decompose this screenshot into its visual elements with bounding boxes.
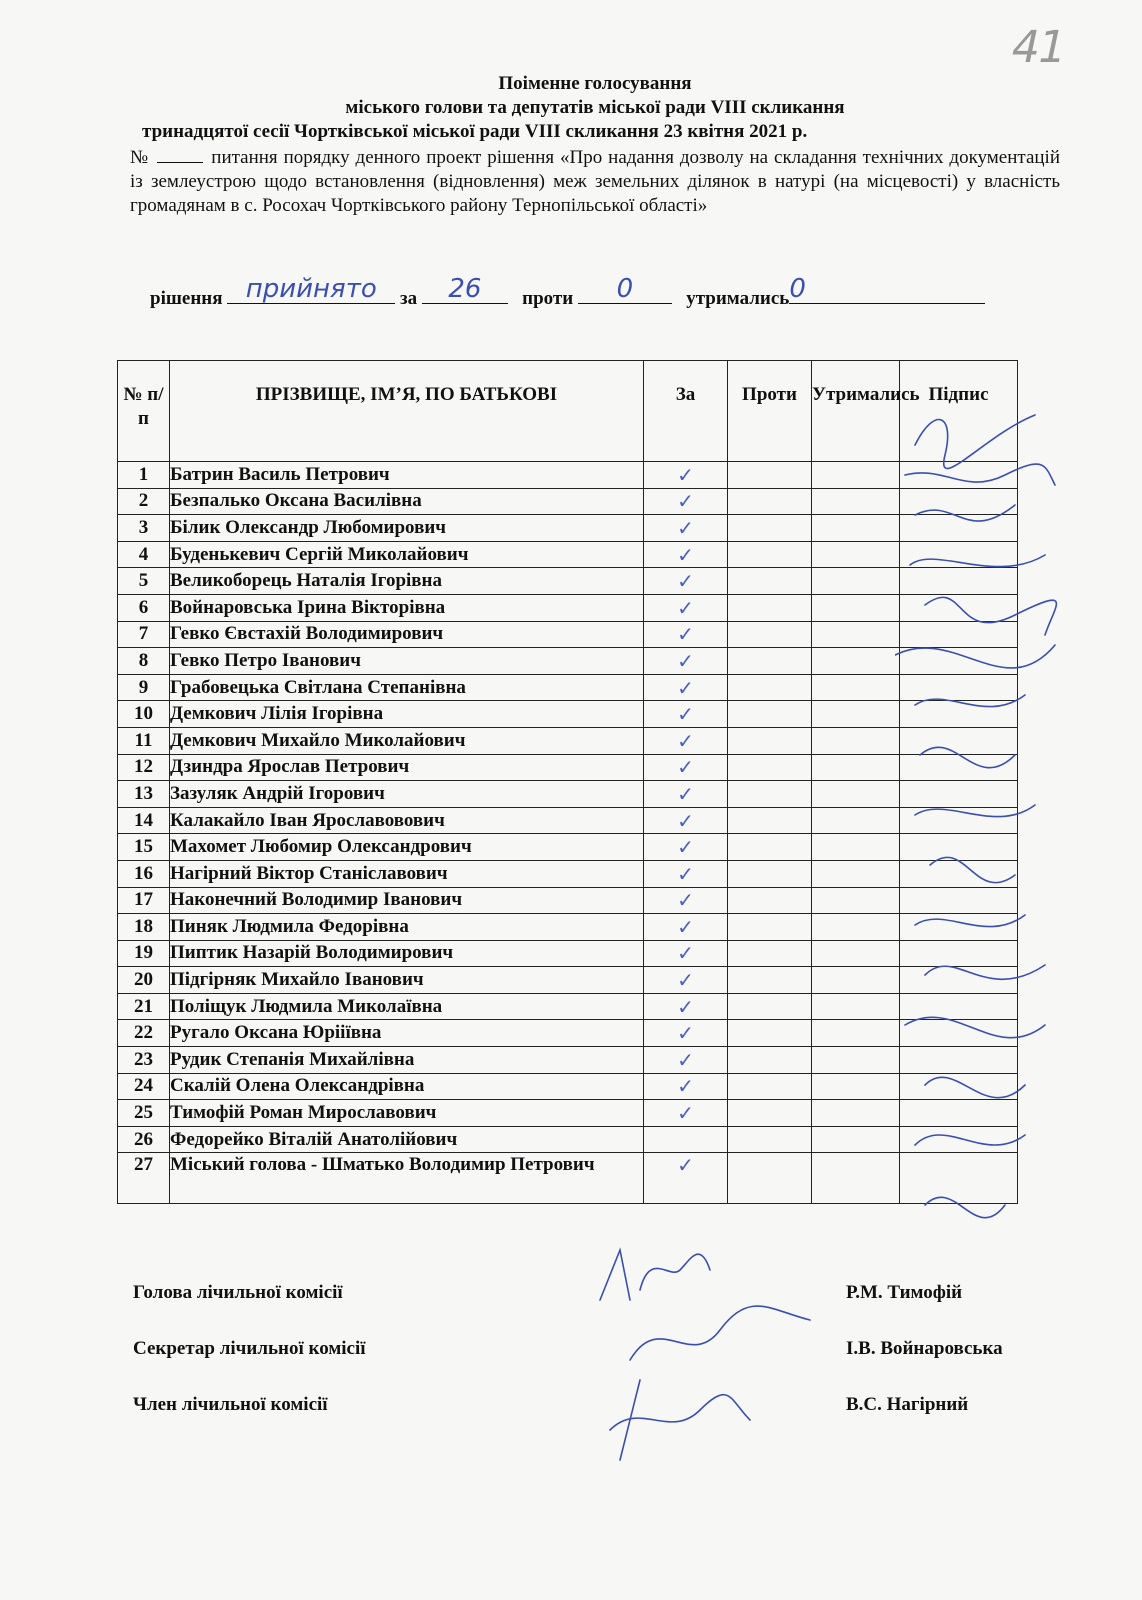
row-vote-for [644,1126,728,1153]
row-vote-for: ✓ [644,515,728,542]
abstained-label: утримались [686,288,790,309]
row-name: Войнаровська Ірина Вікторівна [170,594,644,621]
table-row [118,1126,1018,1153]
row-vote-for: ✓ [644,621,728,648]
row-number: 10 [118,701,170,728]
page-number: 41 [1006,22,1070,73]
header-abstained: Утримались [812,361,900,462]
row-vote-against [728,860,812,887]
row-name: Нагірний Віктор Станіславович [170,860,644,887]
row-vote-for: ✓ [644,860,728,887]
row-vote-for: ✓ [644,1153,728,1204]
row-vote-for: ✓ [644,674,728,701]
row-vote-against [728,887,812,914]
commission-name: Р.М. Тимофій [846,1282,963,1303]
row-vote-against [728,967,812,994]
table-row [118,674,1018,701]
row-signature [900,594,1018,621]
row-vote-for: ✓ [644,807,728,834]
row-vote-against [728,488,812,515]
against-blank [578,274,672,304]
row-vote-abstained [812,1126,900,1153]
row-signature [900,568,1018,595]
row-vote-abstained [812,701,900,728]
row-vote-against [728,674,812,701]
for-label: за [400,288,418,309]
header-line-2: міського голови та депутатів міської ради VIII скликання [345,97,845,118]
row-vote-against [728,834,812,861]
row-signature [900,754,1018,781]
row-number: 4 [118,541,170,568]
table-row [118,1073,1018,1100]
row-vote-abstained [812,914,900,941]
row-vote-abstained [812,621,900,648]
abstained-handwritten: 0 [789,274,806,304]
table-row [118,1047,1018,1074]
decision-label: рішення [150,288,223,309]
table-row [118,568,1018,595]
table-row [118,515,1018,542]
table-row [118,621,1018,648]
row-vote-against [728,648,812,675]
row-name: Буденькевич Сергій Миколайович [170,541,644,568]
row-vote-against [728,914,812,941]
row-signature [900,1100,1018,1127]
table-row [118,754,1018,781]
table-row [118,807,1018,834]
row-vote-against [728,621,812,648]
row-vote-abstained [812,488,900,515]
agenda-number-sign: № [130,147,150,168]
decision-blank [227,274,395,304]
row-name: Рудик Степанія Михайлівна [170,1047,644,1074]
table-row [118,488,1018,515]
commission-role: Голова лічильної комісії [133,1282,343,1303]
header-name: ПРІЗВИЩЕ, ІМ’Я, ПО БАТЬКОВІ [170,361,644,462]
row-number: 27 [118,1153,170,1204]
row-vote-for: ✓ [644,701,728,728]
table-row [118,993,1018,1020]
row-vote-against [728,541,812,568]
table-row [118,1100,1018,1127]
row-vote-abstained [812,887,900,914]
row-vote-for: ✓ [644,967,728,994]
row-name: Дзиндра Ярослав Петрович [170,754,644,781]
row-vote-against [728,515,812,542]
commission-row [133,1282,1053,1338]
header-line-3: тринадцятої сесії Чортківської міської ради VIII скликання 23 квітня 2021 р. [142,121,808,142]
row-signature [900,488,1018,515]
row-vote-against [728,1126,812,1153]
row-name: Махомет Любомир Олександрович [170,834,644,861]
row-vote-for: ✓ [644,993,728,1020]
table-header-row [118,361,1018,462]
row-number: 5 [118,568,170,595]
row-name: Безпалько Оксана Василівна [170,488,644,515]
row-number: 15 [118,834,170,861]
row-vote-abstained [812,674,900,701]
row-vote-against [728,1073,812,1100]
row-signature [900,834,1018,861]
table-row [118,940,1018,967]
row-vote-for: ✓ [644,1100,728,1127]
row-vote-abstained [812,1153,900,1204]
row-number: 8 [118,648,170,675]
row-vote-for: ✓ [644,781,728,808]
row-vote-against [728,568,812,595]
row-vote-for: ✓ [644,648,728,675]
row-name: Демкович Михайло Миколайович [170,727,644,754]
row-vote-abstained [812,594,900,621]
row-signature [900,1153,1018,1204]
row-name: Гевко Петро Іванович [170,648,644,675]
row-signature [900,993,1018,1020]
row-number: 19 [118,940,170,967]
row-vote-for: ✓ [644,462,728,489]
row-number: 20 [118,967,170,994]
row-number: 6 [118,594,170,621]
row-signature [900,462,1018,489]
for-handwritten: 26 [448,274,482,304]
row-vote-abstained [812,807,900,834]
row-signature [900,701,1018,728]
header-against: Проти [728,361,812,462]
row-name: Зазуляк Андрій Ігорович [170,781,644,808]
agenda-item [130,146,1060,218]
row-signature [900,1073,1018,1100]
row-name: Демкович Лілія Ігорівна [170,701,644,728]
commission-name: І.В. Войнаровська [846,1338,1003,1359]
row-vote-for: ✓ [644,1047,728,1074]
row-signature [900,541,1018,568]
row-number: 16 [118,860,170,887]
table-row [118,781,1018,808]
row-number: 13 [118,781,170,808]
row-name: Міський голова - Шматько Володимир Петрович [170,1153,644,1204]
decision-handwritten: прийнято [245,274,377,304]
table-row [118,462,1018,489]
row-signature [900,967,1018,994]
row-vote-against [728,1020,812,1047]
row-vote-abstained [812,568,900,595]
row-vote-abstained [812,860,900,887]
counting-commission [133,1282,1053,1450]
table-row [118,1020,1018,1047]
row-signature [900,914,1018,941]
agenda-text: питання порядку денного проект рішення «Про надання дозволу на складання технічних документацій із землеустрою щодо встановлення (відновлення) меж земельних ділянок в натурі (на місцевості) у власність громадянам в с. Росохач Чортківського району Тернопільської області» [130,147,1060,216]
row-signature [900,1047,1018,1074]
commission-name: В.С. Нагірний [846,1394,969,1415]
row-signature [900,781,1018,808]
header-for: За [644,361,728,462]
row-name: Великоборець Наталія Ігорівна [170,568,644,595]
row-signature [900,887,1018,914]
row-number: 18 [118,914,170,941]
row-vote-abstained [812,940,900,967]
row-number: 2 [118,488,170,515]
header-num: № п/п [118,361,170,462]
row-number: 23 [118,1047,170,1074]
table-row [118,701,1018,728]
row-name: Пиняк Людмила Федорівна [170,914,644,941]
row-vote-abstained [812,541,900,568]
row-number: 12 [118,754,170,781]
row-vote-against [728,1047,812,1074]
row-vote-against [728,1100,812,1127]
row-vote-against [728,754,812,781]
against-label: проти [522,288,574,309]
roll-call-table [117,360,1018,1204]
row-vote-for: ✓ [644,940,728,967]
row-vote-abstained [812,781,900,808]
row-name: Ругало Оксана Юрііївна [170,1020,644,1047]
row-number: 24 [118,1073,170,1100]
row-number: 26 [118,1126,170,1153]
row-number: 21 [118,993,170,1020]
row-signature [900,860,1018,887]
row-signature [900,940,1018,967]
row-signature [900,648,1018,675]
row-vote-abstained [812,515,900,542]
abstained-blank [789,274,985,304]
row-signature [900,807,1018,834]
row-name: Тимофій Роман Мирославович [170,1100,644,1127]
row-signature [900,727,1018,754]
table-row [118,1153,1018,1204]
row-number: 22 [118,1020,170,1047]
row-name: Пиптик Назарій Володимирович [170,940,644,967]
row-signature [900,1020,1018,1047]
row-vote-abstained [812,834,900,861]
row-number: 17 [118,887,170,914]
row-vote-for: ✓ [644,834,728,861]
row-vote-for: ✓ [644,914,728,941]
row-vote-against [728,462,812,489]
row-vote-for: ✓ [644,541,728,568]
row-vote-against [728,807,812,834]
row-vote-against [728,940,812,967]
row-signature [900,515,1018,542]
row-vote-for: ✓ [644,594,728,621]
row-number: 11 [118,727,170,754]
commission-row [133,1338,1053,1394]
row-vote-abstained [812,1073,900,1100]
row-vote-against [728,727,812,754]
row-name: Підгірняк Михайло Іванович [170,967,644,994]
row-vote-for: ✓ [644,488,728,515]
table-row [118,887,1018,914]
for-blank [422,274,508,304]
row-vote-abstained [812,727,900,754]
row-number: 7 [118,621,170,648]
row-number: 3 [118,515,170,542]
row-vote-for: ✓ [644,568,728,595]
row-vote-abstained [812,1020,900,1047]
table-row [118,967,1018,994]
header-signature: Підпис [900,361,1018,462]
table-row [118,594,1018,621]
row-name: Калакайло Іван Ярославовович [170,807,644,834]
row-signature [900,621,1018,648]
row-vote-abstained [812,993,900,1020]
document-header [130,72,1060,218]
header-line-1: Поіменне голосування [498,73,692,94]
row-vote-for: ✓ [644,727,728,754]
row-vote-abstained [812,462,900,489]
commission-role: Член лічильної комісії [133,1394,328,1415]
row-vote-for: ✓ [644,754,728,781]
row-signature [900,1126,1018,1153]
row-vote-abstained [812,967,900,994]
row-name: Білик Олександр Любомирович [170,515,644,542]
row-number: 1 [118,462,170,489]
row-vote-against [728,993,812,1020]
row-number: 25 [118,1100,170,1127]
row-vote-abstained [812,1047,900,1074]
row-vote-against [728,781,812,808]
row-name: Поліщук Людмила Миколаївна [170,993,644,1020]
row-vote-against [728,594,812,621]
decision-line [150,274,1050,313]
row-vote-abstained [812,754,900,781]
table-row [118,834,1018,861]
row-vote-for: ✓ [644,1073,728,1100]
row-vote-abstained [812,1100,900,1127]
row-vote-for: ✓ [644,1020,728,1047]
row-name: Гевко Євстахій Володимирович [170,621,644,648]
agenda-number-blank [157,148,203,163]
row-name: Батрин Василь Петрович [170,462,644,489]
row-vote-against [728,701,812,728]
row-vote-against [728,1153,812,1204]
table-row [118,541,1018,568]
row-vote-for: ✓ [644,887,728,914]
row-name: Наконечний Володимир Іванович [170,887,644,914]
row-name: Грабовецька Світлана Степанівна [170,674,644,701]
row-vote-abstained [812,648,900,675]
row-number: 9 [118,674,170,701]
commission-role: Секретар лічильної комісії [133,1338,366,1359]
table-body [118,462,1018,1204]
row-number: 14 [118,807,170,834]
table-row [118,648,1018,675]
table-row [118,914,1018,941]
table-row [118,860,1018,887]
commission-row [133,1394,1053,1450]
table-row [118,727,1018,754]
row-name: Скалій Олена Олександрівна [170,1073,644,1100]
row-name: Федорейко Віталій Анатолійович [170,1126,644,1153]
row-signature [900,674,1018,701]
against-handwritten: 0 [616,274,634,304]
